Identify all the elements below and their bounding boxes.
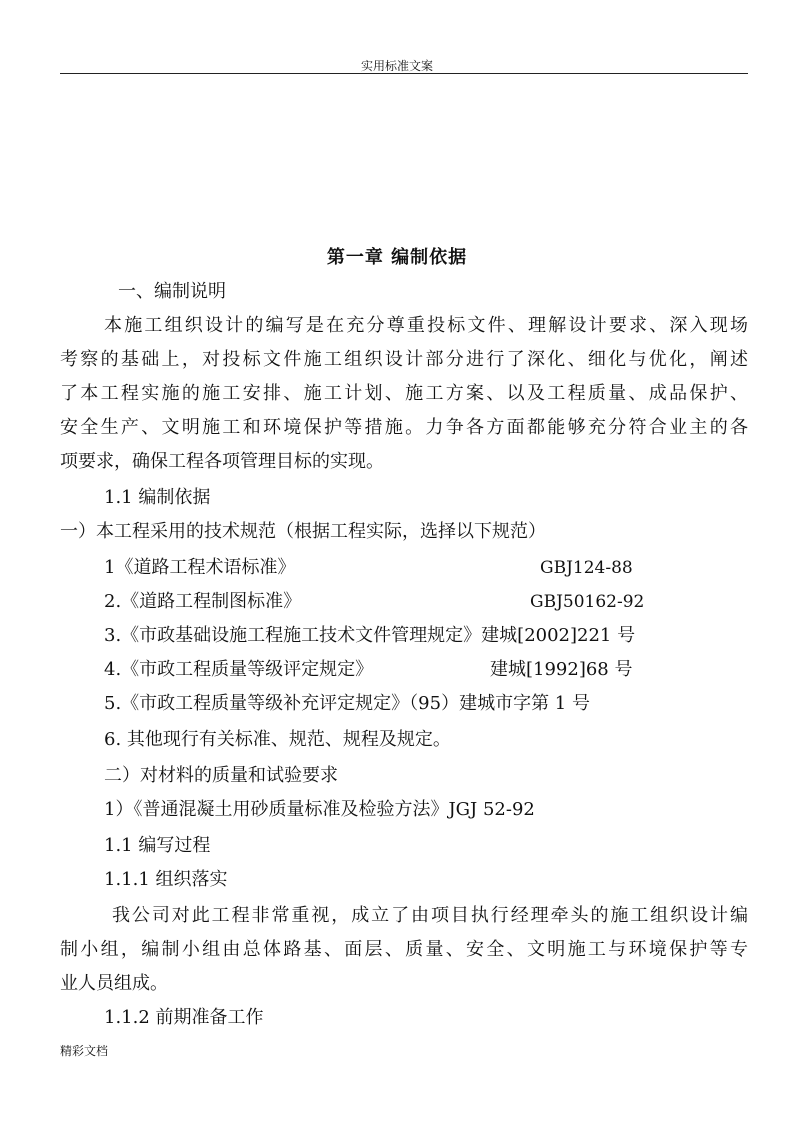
header-text: 实用标准文案 bbox=[360, 59, 433, 73]
standard-item-5: 5.《市政工程质量等级补充评定规定》（95）建城市字第 1 号 bbox=[104, 693, 590, 714]
paragraph-line: 了本工程实施的施工安排、施工计划、施工方案、以及工程质量、成品保护、 bbox=[60, 383, 748, 404]
standard-item-6: 6. 其他现行有关标准、规范、规程及规定。 bbox=[104, 729, 451, 750]
subsection-organization: 1.1.1 组织落实 bbox=[104, 869, 228, 890]
standard-item-1: 1《道路工程术语标准》 bbox=[104, 557, 296, 578]
standard-code-2: GBJ50162-92 bbox=[530, 592, 645, 612]
subheading-materials: 二）对材料的质量和试验要求 bbox=[104, 765, 338, 786]
paragraph-line: 考察的基础上，对投标文件施工组织设计部分进行了深化、细化与优化，阐述 bbox=[60, 349, 748, 370]
chapter-title: 第一章 编制依据 bbox=[326, 247, 468, 268]
section-heading-explanation: 一、编制说明 bbox=[118, 281, 226, 302]
standard-code-1: GBJ124-88 bbox=[540, 558, 633, 578]
paragraph-line: 本施工组织设计的编写是在充分尊重投标文件、理解设计要求、深入现场 bbox=[104, 315, 748, 336]
subheading-tech-specs: 一）本工程采用的技术规范（根据工程实际，选择以下规范） bbox=[60, 521, 546, 542]
subsection-preparation: 1.1.2 前期准备工作 bbox=[104, 1007, 264, 1028]
paragraph-line: 我公司对此工程非常重视，成立了由项目执行经理牵头的施工组织设计编 bbox=[112, 905, 748, 926]
paragraph-line: 安全生产、文明施工和环境保护等措施。力争各方面都能够充分符合业主的各 bbox=[60, 417, 748, 438]
section-heading-writing: 1.1 编写过程 bbox=[104, 835, 211, 856]
standard-item-2: 2.《道路工程制图标准》 bbox=[104, 591, 302, 612]
standard-code-4: 建城[1992]68 号 bbox=[490, 659, 633, 680]
paragraph-line: 项要求，确保工程各项管理目标的实现。 bbox=[60, 451, 384, 472]
header-divider bbox=[60, 73, 748, 74]
section-heading-basis: 1.1 编制依据 bbox=[104, 487, 211, 508]
paragraph-line: 制小组，编制小组由总体路基、面层、质量、安全、文明施工与环境保护等专 bbox=[60, 939, 748, 960]
standard-item-3: 3.《市政基础设施工程施工技术文件管理规定》建城[2002]221 号 bbox=[104, 625, 636, 646]
paragraph-line: 业人员组成。 bbox=[60, 973, 168, 994]
materials-item-1: 1）《普通混凝土用砂质量标准及检验方法》JGJ 52-92 bbox=[104, 799, 535, 820]
footer-text: 精彩文档 bbox=[60, 1044, 109, 1058]
standard-item-4: 4.《市政工程质量等级评定规定》 bbox=[104, 659, 374, 680]
